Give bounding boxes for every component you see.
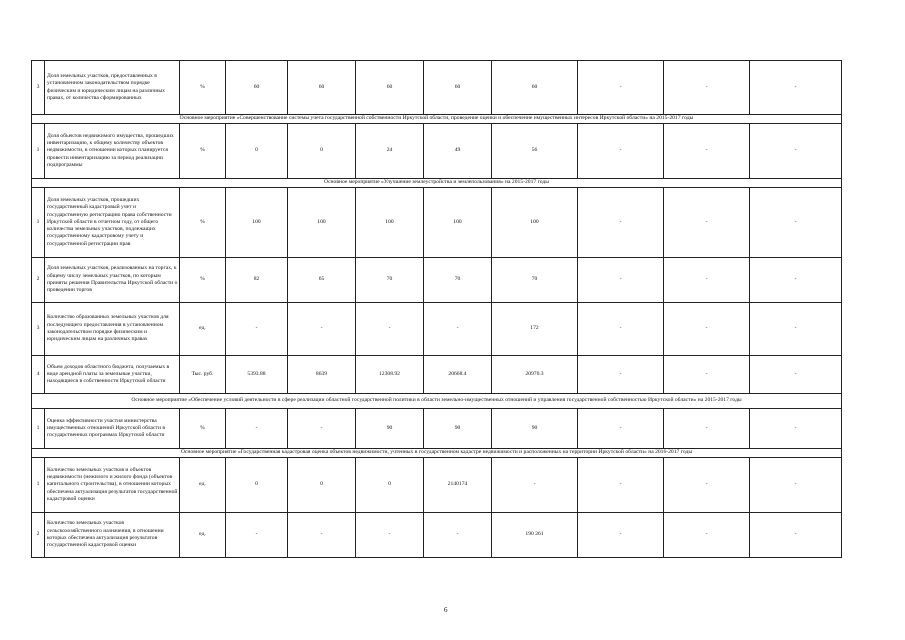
value-cell: 65 <box>288 258 356 303</box>
value-cell: - <box>578 409 664 449</box>
value-cell: 5393.88 <box>226 356 288 394</box>
value-cell: - <box>356 303 424 356</box>
value-cell: - <box>664 188 750 258</box>
value-cell: - <box>664 513 750 558</box>
value-cell: - <box>424 303 492 356</box>
table-row <box>32 188 842 258</box>
value-cell: - <box>226 303 288 356</box>
value-cell: - <box>492 458 578 513</box>
value-cell: 190 261 <box>492 513 578 558</box>
value-cell: - <box>750 513 842 558</box>
table-row <box>32 409 842 449</box>
value-cell: - <box>750 258 842 303</box>
value-cell: - <box>578 124 664 179</box>
row-number: 3 <box>32 303 45 356</box>
indicator-name: Количество земельных участков сельскохозяйственного назначения, в отношении которых обеспечена актуализация результатов государственной кадастровой оценки <box>45 513 180 558</box>
value-cell: - <box>578 188 664 258</box>
table-row <box>32 124 842 179</box>
section-header-row <box>32 115 842 124</box>
indicator-name: Количество земельных участков и объектов недвижимости (нежилого и жилого фонда (объектов капитального строительства), в отношении которых обеспечена актуализация результатов государственной кадастровой оценки <box>45 458 180 513</box>
value-cell: - <box>664 458 750 513</box>
value-cell: 100 <box>424 188 492 258</box>
value-cell: - <box>750 61 842 115</box>
table-row <box>32 513 842 558</box>
value-cell: 0 <box>288 458 356 513</box>
value-cell: 0 <box>226 124 288 179</box>
value-cell: 100 <box>492 188 578 258</box>
value-cell: 70 <box>424 258 492 303</box>
value-cell: - <box>750 356 842 394</box>
value-cell: - <box>664 303 750 356</box>
table-row <box>32 258 842 303</box>
unit-cell: % <box>180 124 226 179</box>
value-cell: 60 <box>356 61 424 115</box>
value-cell: 100 <box>226 188 288 258</box>
section-title: Основное мероприятие «Обеспечение условий деятельности в сфере реализации областной государственной политики в области земельно-имущественных отношений и управления государственной собственностью Иркутской области» на 2015-2017 годы <box>32 394 842 409</box>
value-cell: - <box>750 124 842 179</box>
section-title: Основное мероприятие «Государственная кадастровая оценка объектов недвижимости, учтенных в государственном кадастре недвижимости и расположенных на территории Иркутской области» на 2016-2017 годы <box>32 449 842 458</box>
value-cell: 90 <box>492 409 578 449</box>
table-row <box>32 356 842 394</box>
unit-cell: ед. <box>180 303 226 356</box>
section-title: Основное мероприятие «Совершенствование системы учета государственной собственности Иркутской области, проведение оценки и обеспечение имущественных интересов Иркутской области» на 2015-2017 годы <box>32 115 842 124</box>
value-cell: - <box>288 513 356 558</box>
unit-cell: % <box>180 258 226 303</box>
section-header-row <box>32 449 842 458</box>
value-cell: 172 <box>492 303 578 356</box>
value-cell: 49 <box>424 124 492 179</box>
value-cell: - <box>356 513 424 558</box>
value-cell: - <box>288 409 356 449</box>
row-number: 1 <box>32 409 45 449</box>
section-header-row <box>32 179 842 188</box>
value-cell: 60 <box>288 61 356 115</box>
value-cell: - <box>288 303 356 356</box>
value-cell: - <box>424 513 492 558</box>
unit-cell: ед. <box>180 458 226 513</box>
value-cell: - <box>578 303 664 356</box>
row-number: 3 <box>32 61 45 115</box>
value-cell: - <box>750 458 842 513</box>
value-cell: 100 <box>288 188 356 258</box>
table-row <box>32 303 842 356</box>
value-cell: - <box>750 188 842 258</box>
indicator-name: Объем доходов областного бюджета, получаемых в виде арендной платы за земельные участки, находящиеся в собственности Иркутской области <box>45 356 180 394</box>
indicator-name: Количество образованных земельных участков для последующего предоставления в установленном законодательством порядке физическим и юридическим лицам на различных правах <box>45 303 180 356</box>
section-title: Основное мероприятие «Улучшение землеустройства и землепользования» на 2015-2017 годы <box>32 179 842 188</box>
value-cell: - <box>578 258 664 303</box>
row-number: 2 <box>32 258 45 303</box>
value-cell: 0 <box>288 124 356 179</box>
value-cell: 60 <box>424 61 492 115</box>
row-number: 1 <box>32 124 45 179</box>
value-cell: - <box>578 513 664 558</box>
value-cell: 60 <box>226 61 288 115</box>
value-cell: 82 <box>226 258 288 303</box>
value-cell: - <box>664 409 750 449</box>
row-number: 4 <box>32 356 45 394</box>
row-number: 1 <box>32 188 45 258</box>
indicator-name: Оценка эффективности участия министерства имущественных отношений Иркутской области в государственных программах Иркутской области <box>45 409 180 449</box>
table-row <box>32 61 842 115</box>
value-cell: - <box>664 258 750 303</box>
value-cell: 20668.4 <box>424 356 492 394</box>
section-header-row <box>32 394 842 409</box>
row-number: 1 <box>32 458 45 513</box>
value-cell: 2140174 <box>424 458 492 513</box>
value-cell: 8639 <box>288 356 356 394</box>
unit-cell: ед. <box>180 513 226 558</box>
unit-cell: Тыс. руб. <box>180 356 226 394</box>
value-cell: - <box>578 61 664 115</box>
value-cell: - <box>750 303 842 356</box>
value-cell: - <box>578 458 664 513</box>
unit-cell: % <box>180 188 226 258</box>
value-cell: 24 <box>356 124 424 179</box>
indicator-name: Доля объектов недвижимого имущества, прошедших инвентаризацию, к общему количеству объектов недвижимости, в отношении которых планируется провести инвентаризацию за период реализации подпрограммы <box>45 124 180 179</box>
unit-cell: % <box>180 409 226 449</box>
value-cell: - <box>750 409 842 449</box>
value-cell: 90 <box>424 409 492 449</box>
value-cell: 20970.3 <box>492 356 578 394</box>
value-cell: 100 <box>356 188 424 258</box>
value-cell: - <box>664 356 750 394</box>
indicator-name: Доля земельных участков, предоставленных в установленном законодательством порядке физическим и юридическим лицам на различных правах, от количества сформированных <box>45 61 180 115</box>
indicator-table <box>31 60 842 558</box>
row-number: 2 <box>32 513 45 558</box>
indicator-name: Доля земельных участков, прошедших государственный кадастровый учет и государственную регистрацию права собственности Иркутской области в отчетном году, от общего количества земельных участков, подлежащих государственному кадастровому учету и государственной регистрации прав <box>45 188 180 258</box>
value-cell: - <box>226 409 288 449</box>
value-cell: - <box>664 124 750 179</box>
value-cell: 60 <box>492 61 578 115</box>
table-row <box>32 458 842 513</box>
page-number: 6 <box>444 606 448 614</box>
value-cell: 70 <box>492 258 578 303</box>
value-cell: - <box>226 513 288 558</box>
value-cell: 12308.92 <box>356 356 424 394</box>
value-cell: - <box>664 61 750 115</box>
value-cell: 0 <box>356 458 424 513</box>
value-cell: - <box>578 356 664 394</box>
value-cell: 56 <box>492 124 578 179</box>
value-cell: 0 <box>226 458 288 513</box>
value-cell: 70 <box>356 258 424 303</box>
value-cell: 90 <box>356 409 424 449</box>
unit-cell: % <box>180 61 226 115</box>
indicator-name: Доля земельных участков, реализованных на торгах, к общему числу земельных участков, по которым приняты решения Правительства Иркутской области о проведении торгов <box>45 258 180 303</box>
